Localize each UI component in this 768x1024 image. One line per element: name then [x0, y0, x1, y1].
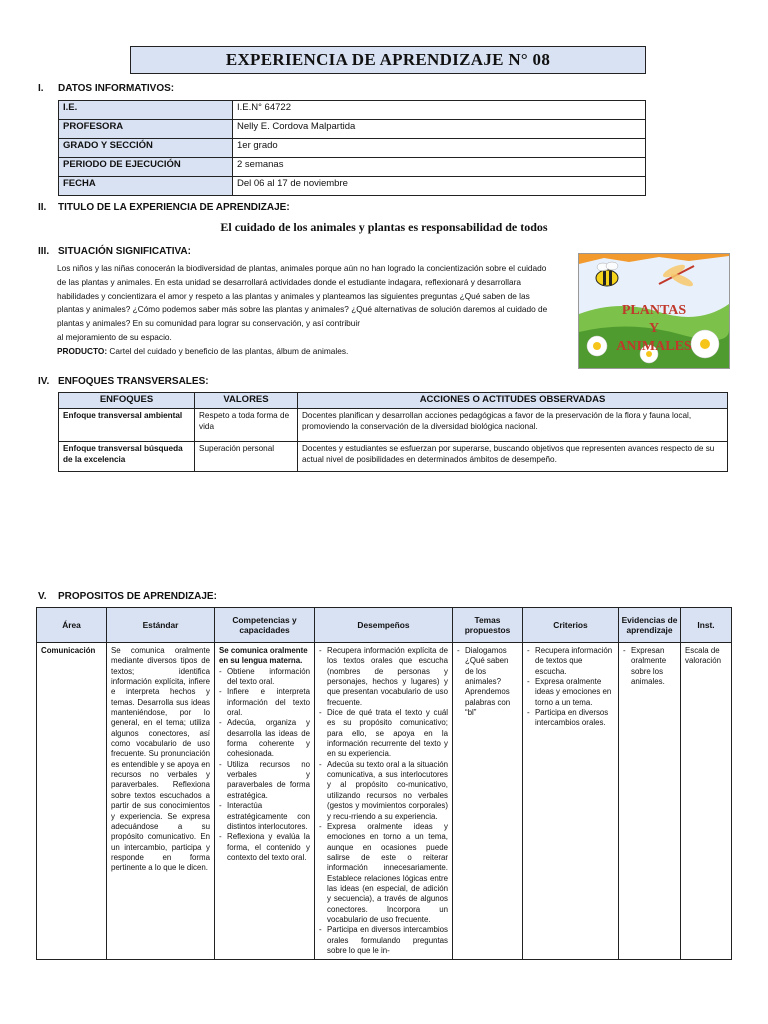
enfoques-row [59, 409, 728, 442]
situacion-line: Los niños y las niñas conocerán la biodiversidad de plantas, animales porque aún no han logrado la concientización sobre el cuidado [57, 263, 547, 273]
temas-header: Temas propuestos [453, 608, 523, 643]
plantas-animales-illustration [578, 253, 730, 369]
desempeno-text: - Recupera información explícita de los textos orales que escucha (nombres de personas y personajes, hechos y lugares) y que presentan vocabulario de uso frecuente. [327, 646, 448, 707]
datos-value: Nelly E. Cordova Malpartida [233, 120, 646, 139]
competencias-header: Competencias y capacidades [215, 608, 315, 643]
list-item [527, 677, 614, 708]
datos-value: 1er grado [233, 139, 646, 158]
section-situacion-heading [38, 246, 191, 257]
section-propositos-heading [38, 591, 217, 602]
producto-label: PRODUCTO: [57, 345, 108, 356]
propositos-table [36, 607, 732, 960]
area-cell: Comunicación [37, 643, 107, 960]
datos-value: 2 semanas [233, 158, 646, 177]
desempeno-text: - Dice de qué trata el texto y cuál es su propósito comunicativo; para ello, se apoya en la información recurrente del texto y en su experiencia. [327, 708, 448, 759]
section-label: TITULO DE LA EXPERIENCIA DE APRENDIZAJE: [58, 202, 290, 213]
criterio-text: - Recupera información de textos que escucha. [535, 646, 613, 676]
competencias-cell [215, 643, 315, 960]
capacidad-text: - Adecúa, organiza y desarrolla las ideas de forma coherente y cohesionada. [227, 718, 310, 759]
valor-cell: Respeto a toda forma de vida [195, 409, 298, 442]
propositos-header-row [37, 608, 732, 643]
section-datos-heading [38, 83, 174, 94]
capacidad-text: - Utiliza recursos no verbales y paraverbales de forma estratégica. [227, 759, 310, 800]
datos-row [59, 139, 646, 158]
evidencias-header: Evidencias de aprendizaje [619, 608, 681, 643]
enfoques-table [58, 392, 728, 472]
list-item [623, 646, 676, 687]
list-item [219, 832, 310, 863]
desempenos-list [319, 646, 448, 956]
enfoque-cell: Enfoque transversal ambiental [59, 409, 195, 442]
datos-row [59, 120, 646, 139]
capacidades-list [219, 667, 310, 864]
datos-label: I.E. [59, 101, 233, 120]
capacidad-text: - Interactúa estratégicamente con distintos interlocutores. [227, 801, 310, 831]
criterio-text: - Expresa oralmente ideas y emociones en torno a un tema. [535, 677, 612, 707]
enfoque-cell: Enfoque transversal búsqueda de la excelencia [59, 442, 195, 472]
evidencias-list [623, 646, 676, 687]
temas-list [457, 646, 518, 718]
criterios-list [527, 646, 614, 729]
datos-label: PERIODO DE EJECUCIÓN [59, 158, 233, 177]
list-item [219, 687, 310, 718]
producto-line [57, 345, 570, 359]
list-item [219, 718, 310, 759]
list-item [319, 760, 448, 822]
capacidad-text: - Obtiene información del texto oral. [227, 666, 310, 687]
accion-cell: Docentes planifican y desarrollan acciones pedagógicas a favor de la preservación de la flora y fauna local, promoviendo la conservación de la diversidad biológica nacional. [298, 409, 728, 442]
datos-label: PROFESORA [59, 120, 233, 139]
criterios-header: Criterios [523, 608, 619, 643]
desempenos-cell [315, 643, 453, 960]
temas-cell [453, 643, 523, 960]
list-item [527, 708, 614, 729]
criterio-text: - Participa en diversos intercambios orales. [535, 708, 609, 728]
propositos-row [37, 643, 732, 960]
datos-label: FECHA [59, 177, 233, 196]
list-item [527, 646, 614, 677]
accion-cell: Docentes y estudiantes se esfuerzan por superarse, buscando objetivos que representen avances respecto de su actual nivel de posibilidades en determinados ámbitos de desempeño. [298, 442, 728, 472]
competencia-title: Se comunica oralmente en su lengua materna. [219, 646, 308, 666]
section-label: PROPOSITOS DE APRENDIZAJE: [58, 591, 217, 602]
list-item [319, 822, 448, 925]
situacion-line: al mejoramiento de su espacio. [57, 331, 172, 342]
criterios-cell [523, 643, 619, 960]
acciones-header: ACCIONES O ACTITUDES OBSERVADAS [298, 393, 728, 409]
list-item [219, 801, 310, 832]
capacidad-text: - Infiere e interpreta información del texto oral. [227, 687, 310, 718]
section-number: I. [38, 83, 44, 94]
datos-row [59, 177, 646, 196]
list-item [319, 646, 448, 708]
section-label: DATOS INFORMATIVOS: [58, 83, 175, 94]
valor-cell: Superación personal [195, 442, 298, 472]
estandar-header: Estándar [107, 608, 215, 643]
datos-value: Del 06 al 17 de noviembre [233, 177, 646, 196]
area-header: Área [37, 608, 107, 643]
section-titulo-heading [38, 202, 290, 213]
tema-text: Aprendemos palabras con “bl” [465, 687, 511, 718]
evidencia-text: - Expresan oralmente sobre los animales. [631, 646, 667, 687]
datos-row [59, 101, 646, 120]
producto-text: Cartel del cuidado y beneficio de las plantas, álbum de animales. [107, 345, 349, 356]
section-number: III. [38, 246, 50, 257]
illustration-line3: ANIMALES [616, 339, 692, 354]
section-number: V. [38, 591, 47, 602]
list-item [319, 925, 448, 956]
valores-header: VALORES [195, 393, 298, 409]
situacion-paragraph [57, 262, 570, 359]
desempeno-text: - Expresa oralmente ideas y emociones en torno a un tema, aunque en ocasiones puede salirse de este o reiterar información innecesariamente. Establece relaciones lógicas entre las ideas (en especial, de adición y secuencia), a través de algunos conectores. Incorpora un vocabulario de uso frecuente. [327, 821, 448, 924]
enfoques-row [59, 442, 728, 472]
datos-label: GRADO Y SECCIÓN [59, 139, 233, 158]
illustration-svg [579, 254, 729, 368]
section-enfoques-heading [38, 376, 209, 387]
tema-text: - Dialogamos ¿Qué saben de los animales? [465, 646, 509, 687]
desempeno-text: - Participa en diversos intercambios orales formulando preguntas sobre lo que le in- [327, 925, 448, 955]
enfoques-header: ENFOQUES [59, 393, 195, 409]
illustration-line1: PLANTAS [621, 303, 687, 318]
experience-title: El cuidado de los animales y plantas es responsabilidad de todos [220, 220, 548, 234]
situacion-line: de las plantas y animales. En esta unidad se desarrollará actividades donde el estudiante indagara, reflexionará y desarrollara [57, 276, 521, 287]
list-item [457, 646, 518, 718]
evidencias-cell [619, 643, 681, 960]
datos-row [59, 158, 646, 177]
situacion-line: habilidades y concientizara el amor y respeto a las plantas y animales y planteamos las siguientes preguntas ¿Qué saben de las [57, 290, 530, 301]
estandar-cell: Se comunica oralmente mediante diversos tipos de textos; identifica información explícita, infiere e interpreta hechos y temas. Desarrolla sus ideas manteniéndose, por lo general, en el tema; utiliza algunos conectores, así como vocabulario de uso frecuente. Su pronunciación es entendible y se apoya en recursos no verbales y paraverbales. Reflexiona sobre textos escuchados a partir de sus conocimientos y experiencia. Se expresa adecuándose a su propósito comunicativo. En un intercambio, participa y responde en forma pertinente a lo que le dicen. [107, 643, 215, 960]
situacion-line: plantas y animales? ¿Cómo podemos saber más sobre las plantas y animales? ¿Qué alternativas de solución daremos al cuidado de [57, 304, 548, 315]
capacidad-text: - Reflexiona y evalúa la forma, el contenido y contexto del texto oral. [227, 832, 310, 862]
desempenos-header: Desempeños [315, 608, 453, 643]
section-number: IV. [38, 376, 50, 387]
datos-value: I.E.N° 64722 [233, 101, 646, 120]
illustration-line2: Y [648, 321, 660, 336]
bee-icon [596, 262, 618, 286]
inst-header: Inst. [681, 608, 732, 643]
desempeno-text: - Adecúa su texto oral a la situación comunicativa, a sus interlocutores y al propósito co-municativo, utilizando recursos no verbales (gestos y movimientos corporales) y recu-rriendo a su experiencia. [327, 759, 448, 821]
list-item [219, 760, 310, 801]
situacion-line: plantas y animales? En su comunidad para lograr su conservación, y así contribuir [57, 318, 360, 329]
section-number: II. [38, 202, 47, 213]
list-item [219, 667, 310, 688]
section-label: SITUACIÓN SIGNIFICATIVA: [58, 246, 191, 257]
document-title-text: EXPERIENCIA DE APRENDIZAJE N° 08 [225, 50, 551, 69]
document-title [130, 46, 646, 74]
list-item [319, 708, 448, 760]
section-label: ENFOQUES TRANSVERSALES: [58, 376, 209, 387]
enfoques-header-row [59, 393, 728, 409]
inst-cell: Escala de valoración [681, 643, 732, 960]
datos-table [58, 100, 646, 196]
